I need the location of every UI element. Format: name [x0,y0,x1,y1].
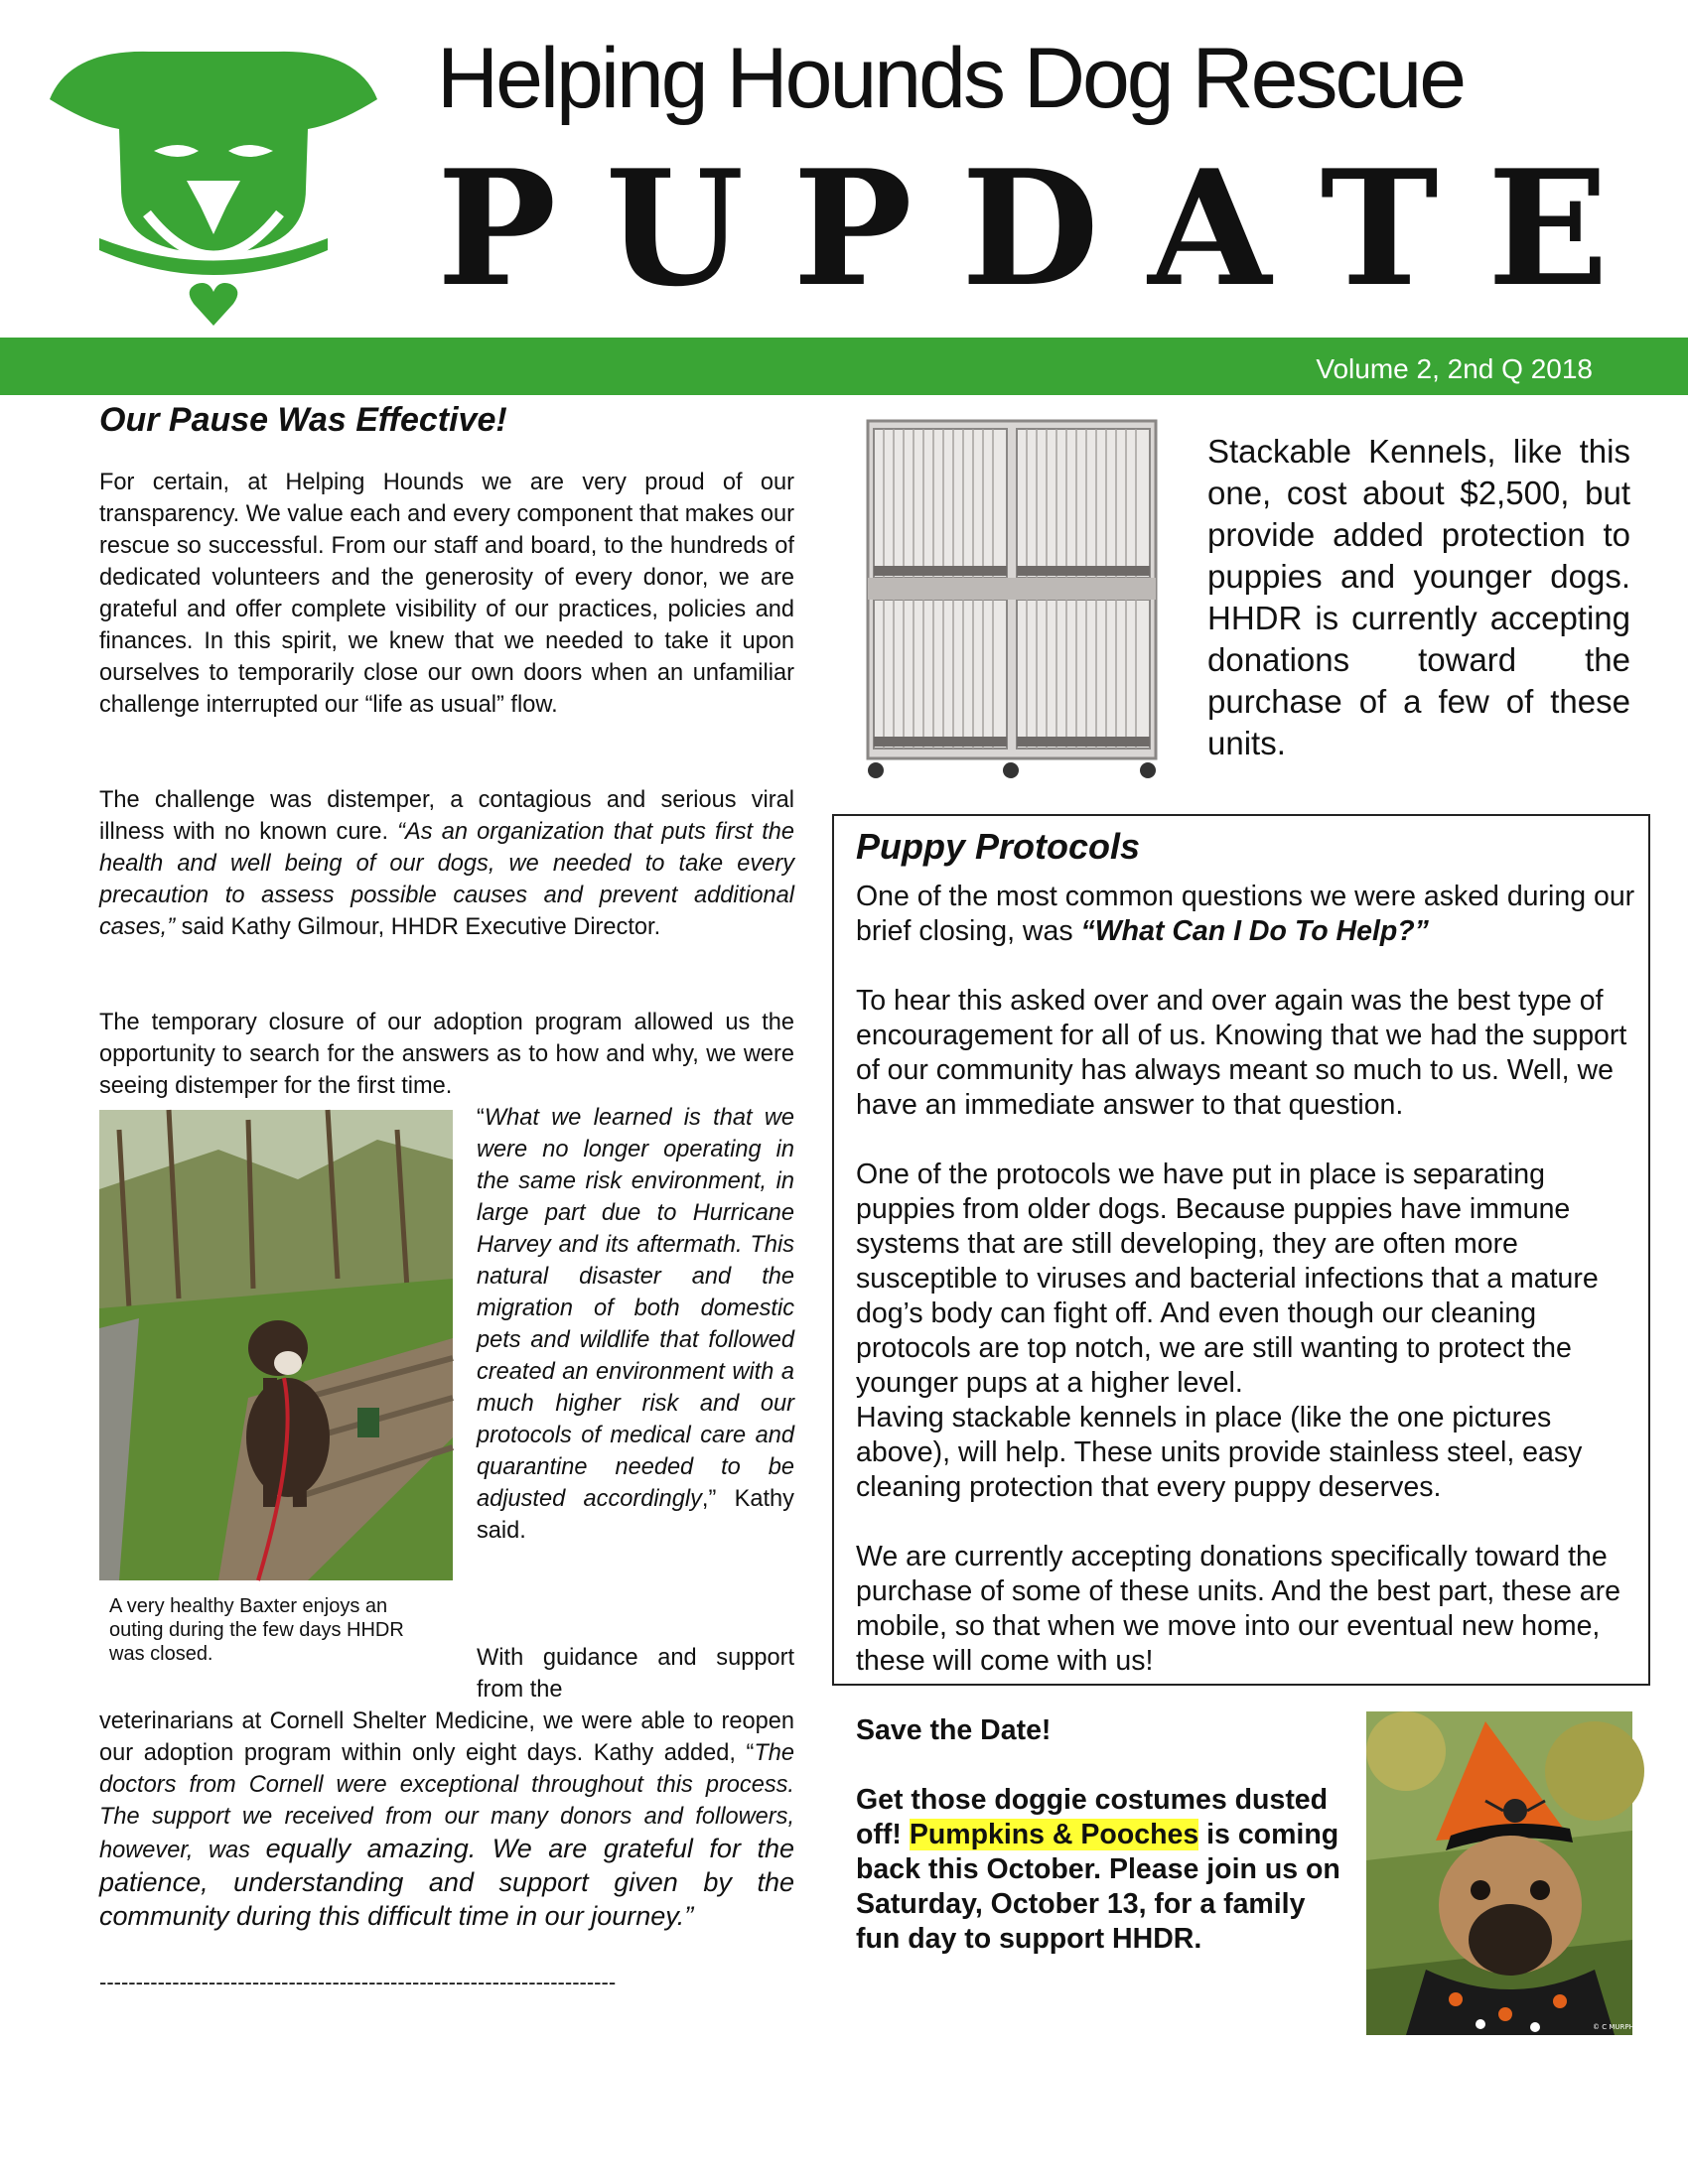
helping-hounds-logo [40,40,387,328]
title-letter-p: P [437,135,557,322]
article-paragraph-1: For certain, at Helping Hounds we are very proud of our transparency. We value each and every component that makes our rescue so successful. From our staff and board, to the hundreds of dedicated volunteers and the generosity of every donor, we are grateful and offer complete visibility of our practices, policies and finances. In this spirit, we knew that we needed to take it upon ourselves to temporarily close our own doors when an unfamiliar challenge interrupted our “life as usual” flow. [99,470,794,718]
p5-quote-large: equally amazing. We are grateful for the patience, understanding and support given by the community during this difficult time in our journey.” [99,1834,794,1931]
p5-quote: The doctors from Cornell were exceptional throughout this process. The support we received from our many donors and followers, however, was [99,1740,794,1863]
save-date-heading: Save the Date! [856,1714,1052,1746]
save-date-text-2: is coming back this October. Please join us on Saturday, October 13, for a family fun day to support HHDR. [856,1819,1340,1955]
protocols-paragraph-2: To hear this asked over and over again was the best type of encouragement for all of us. Knowing that we had the support of our community has always meant so much to us. Well, we have an immediate answer to that question. [856,985,1627,1121]
title-letter-d: D [961,135,1099,322]
title-letter-t: T [1320,135,1439,322]
p2-start: The challenge was distemper, a contagious and serious viral illness with no known cure. [99,787,794,845]
protocols-title: Puppy Protocols [856,826,1141,867]
pug-costume-photo [1366,1711,1639,2035]
article-paragraph-3: The temporary closure of our adoption program allowed us the opportunity to search for the answers as to how and why, we were seeing distemper for the first time. [99,1010,794,1099]
kennel-description: Stackable Kennels, like this one, cost about $2,500, but provide added protection to puppies and younger dogs. HHDR is currently accepting donations toward the purchase of a few of these units. [1207,433,1630,761]
article-title: Our Pause Was Effective! [99,401,507,439]
kathy-quote [477,1102,794,1547]
title-letter-a: A [1148,135,1272,322]
title-letter-p: P [792,135,913,322]
save-date-text-1: Get those doggie costumes dusted off! [856,1784,1329,1850]
quote-open: “ [477,1105,485,1131]
photo-credit: © C MURPHY [1593,2023,1639,2031]
baxter-photo [99,1110,453,1580]
quote-text: What we learned is that we were no longer operating in the same risk environment, in large part due to Hurricane Harvey and its aftermath. This natural disaster and the migration of both domestic pets and wildlife that followed created an environment with a much higher risk and our protocols of medical care and quarantine needed to be adjusted accordingly [477,1105,794,1512]
event-name-highlight: Pumpkins & Pooches [909,1819,1199,1850]
org-name: Helping Hounds Dog Rescue [437,31,1465,126]
protocols-paragraph-1 [856,880,1640,949]
save-date-body [856,1783,1352,1957]
article-paragraph-4: With guidance and support from the [477,1645,794,1703]
protocols-paragraph-4: Having stackable kennels in place (like the one pictures above), will help. These units provide stainless steel, easy cleaning protection that every puppy deserves. [856,1402,1583,1503]
p2-quote: “As an organization that puts first the health and well being of our dogs, we needed to take every precaution to assess possible causes and prevent additional cases,” [99,819,794,940]
article-paragraph-2 [99,784,794,943]
p2-end: said Kathy Gilmour, HHDR Executive Director. [175,914,661,940]
quote-close: ,” Kathy said. [477,1486,794,1544]
title-letter-e: E [1486,135,1609,322]
protocols-paragraph-5: We are currently accepting donations specifically toward the purchase of some of these units. And the best part, these are mobile, so that when we move into our eventual new home, these will come with us! [856,1541,1620,1677]
protocols-paragraph-3: One of the protocols we have put in place is separating puppies from older dogs. Because puppies have immune systems that are still developing, they are often more susceptible to viruses and bacterial infections that a mature dog’s body can fight off. And even though our cleaning protocols are top notch, we are still wanting to protect the younger pups at a higher level. [856,1159,1599,1399]
stackable-kennel-photo [862,417,1162,784]
divider-dashes: ----------------------------------------------------------------------- [99,1970,617,1994]
protocols-body [856,880,1640,1679]
title-letter-u: U [605,135,745,322]
p5-start: veterinarians at Cornell Shelter Medicine, we were able to reopen our adoption program within only eight days. Kathy added, “ [99,1708,794,1766]
save-the-date [856,1713,1352,1991]
article-paragraph-5 [99,1706,794,1934]
protocols-p1-question: “What Can I Do To Help?” [1080,915,1429,947]
newsletter-title [437,135,1609,322]
photo-caption: A very healthy Baxter enjoys an outing during the few days HHDR was closed. [109,1595,404,1665]
volume-label: Volume 2, 2nd Q 2018 [1316,353,1593,384]
protocols-p1-start: One of the most common questions we were asked during our brief closing, was [856,881,1635,947]
